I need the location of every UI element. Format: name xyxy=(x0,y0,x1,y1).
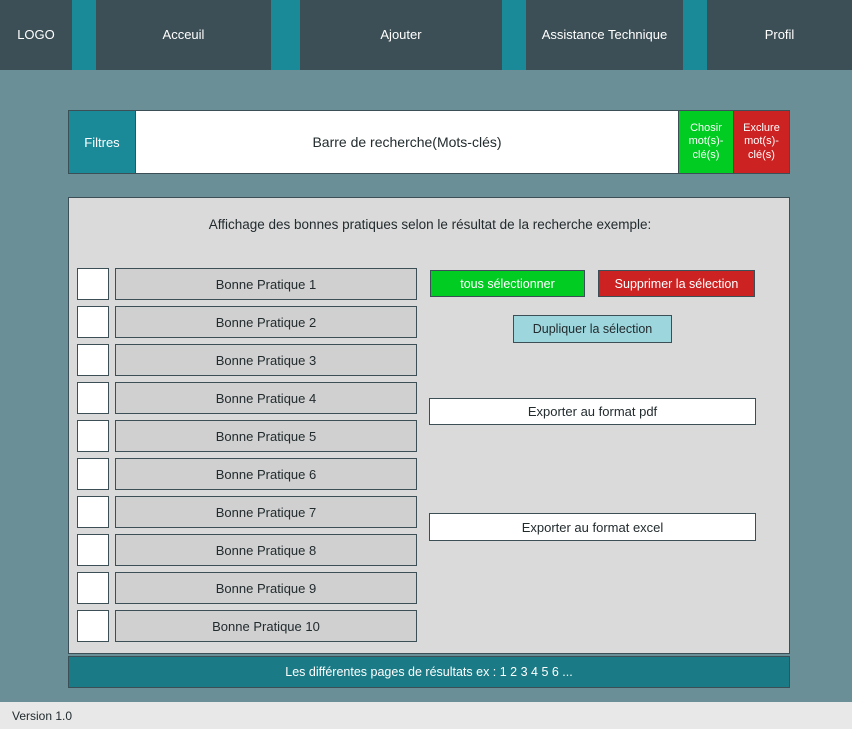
nav-item-ajouter[interactable]: Ajouter xyxy=(300,0,502,70)
search-bar xyxy=(68,110,790,174)
practice-checkbox[interactable] xyxy=(77,344,109,376)
logo[interactable]: LOGO xyxy=(0,0,72,70)
list-item xyxy=(77,534,417,566)
practice-checkbox[interactable] xyxy=(77,496,109,528)
practice-label[interactable]: Bonne Pratique 6 xyxy=(115,458,417,490)
search-input[interactable]: Barre de recherche(Mots-clés) xyxy=(136,111,679,173)
list-item xyxy=(77,268,417,300)
nav-item-profil[interactable]: Profil xyxy=(707,0,852,70)
practice-checkbox[interactable] xyxy=(77,268,109,300)
practice-label[interactable]: Bonne Pratique 9 xyxy=(115,572,417,604)
nav-spacer xyxy=(502,0,526,70)
list-item xyxy=(77,496,417,528)
practice-checkbox[interactable] xyxy=(77,382,109,414)
practice-label[interactable]: Bonne Pratique 5 xyxy=(115,420,417,452)
list-item xyxy=(77,382,417,414)
practice-label[interactable]: Bonne Pratique 3 xyxy=(115,344,417,376)
version-label: Version 1.0 xyxy=(12,708,73,723)
practice-checkbox[interactable] xyxy=(77,420,109,452)
practice-label[interactable]: Bonne Pratique 8 xyxy=(115,534,417,566)
practice-checkbox[interactable] xyxy=(77,306,109,338)
list-item xyxy=(77,458,417,490)
practice-checkbox[interactable] xyxy=(77,458,109,490)
pagination-bar[interactable]: Les différentes pages de résultats ex : 1 2 3 4 5 6 ... xyxy=(68,656,790,688)
list-item xyxy=(77,420,417,452)
results-heading: Affichage des bonnes pratiques selon le résultat de la recherche exemple: xyxy=(208,217,652,232)
list-item xyxy=(77,610,417,642)
include-keywords-button[interactable]: Chosir mot(s)-clé(s) xyxy=(679,111,734,173)
nav-item-assistance-technique[interactable]: Assistance Technique xyxy=(526,0,683,70)
filters-button[interactable]: Filtres xyxy=(69,111,136,173)
practice-label[interactable]: Bonne Pratique 2 xyxy=(115,306,417,338)
list-item xyxy=(77,306,417,338)
footer xyxy=(0,702,852,729)
practice-label[interactable]: Bonne Pratique 10 xyxy=(115,610,417,642)
practice-checkbox[interactable] xyxy=(77,610,109,642)
list-item xyxy=(77,344,417,376)
practice-checkbox[interactable] xyxy=(77,572,109,604)
nav-spacer xyxy=(271,0,300,70)
nav-spacer xyxy=(72,0,96,70)
practice-label[interactable]: Bonne Pratique 7 xyxy=(115,496,417,528)
exclude-keywords-button[interactable]: Exclure mot(s)-clé(s) xyxy=(734,111,789,173)
nav-item-acceuil[interactable]: Acceuil xyxy=(96,0,271,70)
practice-checkbox[interactable] xyxy=(77,534,109,566)
top-navigation-bar xyxy=(0,0,852,70)
duplicate-selection-button[interactable]: Dupliquer la sélection xyxy=(513,315,672,343)
practice-list xyxy=(77,268,417,648)
nav-spacer xyxy=(683,0,707,70)
practice-label[interactable]: Bonne Pratique 4 xyxy=(115,382,417,414)
practice-label[interactable]: Bonne Pratique 1 xyxy=(115,268,417,300)
list-item xyxy=(77,572,417,604)
results-panel xyxy=(68,197,790,654)
select-all-button[interactable]: tous sélectionner xyxy=(430,270,585,297)
delete-selection-button[interactable]: Supprimer la sélection xyxy=(598,270,755,297)
export-pdf-button[interactable]: Exporter au format pdf xyxy=(429,398,756,425)
export-excel-button[interactable]: Exporter au format excel xyxy=(429,513,756,541)
